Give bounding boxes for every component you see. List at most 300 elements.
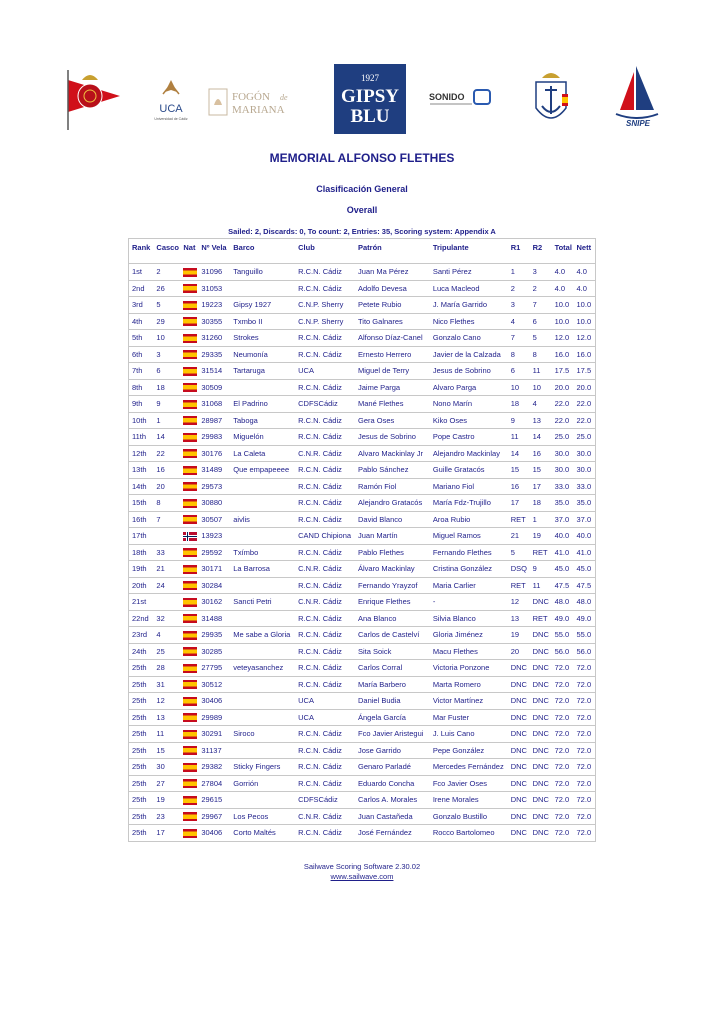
spain-flag-icon xyxy=(183,301,197,310)
table-row xyxy=(129,462,596,479)
cell-club: R.C.N. Cádiz xyxy=(295,660,355,677)
cell-nat xyxy=(180,627,198,644)
cell-tripulante: Gloria Jiménez xyxy=(430,627,508,644)
spain-flag-icon xyxy=(183,614,197,623)
cell-nat xyxy=(180,726,198,743)
cell-nett: 4.0 xyxy=(574,264,596,281)
cell-patron: Gera Oses xyxy=(355,412,430,429)
table-row xyxy=(129,726,596,743)
sonido-logo-text: SONIDO xyxy=(429,92,465,102)
cell-total: 30.0 xyxy=(552,445,574,462)
cell-total: 35.0 xyxy=(552,495,574,512)
cell-club: R.C.N. Cádiz xyxy=(295,726,355,743)
cell-barco xyxy=(230,643,295,660)
cell-tripulante: Mercedes Fernández xyxy=(430,759,508,776)
cell-total: 10.0 xyxy=(552,313,574,330)
cell-patron: Fernando Yrayzof xyxy=(355,577,430,594)
cell-nett: 72.0 xyxy=(574,693,596,710)
spain-flag-icon xyxy=(183,548,197,557)
cell-nat xyxy=(180,280,198,297)
cell-nat xyxy=(180,396,198,413)
cell-nat xyxy=(180,643,198,660)
cell-r1: 12 xyxy=(508,594,530,611)
spain-flag-icon xyxy=(183,499,197,508)
col-header-r2: R2 xyxy=(532,242,543,252)
cell-r1: DNC xyxy=(508,709,530,726)
table-row xyxy=(129,561,596,578)
cell-nett: 55.0 xyxy=(574,627,596,644)
cell-nett: 22.0 xyxy=(574,412,596,429)
cell-nett: 16.0 xyxy=(574,346,596,363)
cell-nat xyxy=(180,511,198,528)
cell-rank: 7th xyxy=(129,363,154,380)
cell-vela: 30176 xyxy=(198,445,230,462)
cell-r1: 1 xyxy=(508,264,530,281)
snipe-logo-text: SNIPE xyxy=(625,119,651,128)
cell-rank: 25th xyxy=(129,808,154,825)
cell-tripulante: María Fdz-Trujillo xyxy=(430,495,508,512)
cell-tripulante: Fco Javier Oses xyxy=(430,775,508,792)
cell-barco: Taboga xyxy=(230,412,295,429)
cell-tripulante: Macu Flethes xyxy=(430,643,508,660)
cell-casco: 32 xyxy=(153,610,180,627)
cell-club: CAND Chipiona xyxy=(295,528,355,545)
cell-casco: 1 xyxy=(153,412,180,429)
cell-r2: 11 xyxy=(530,577,552,594)
cell-casco: 20 xyxy=(153,478,180,495)
cell-total: 17.5 xyxy=(552,363,574,380)
cell-rank: 4th xyxy=(129,313,154,330)
cell-rank: 13th xyxy=(129,462,154,479)
cell-tripulante: Victor Martínez xyxy=(430,693,508,710)
cell-patron: Jaime Parga xyxy=(355,379,430,396)
cell-nett: 30.0 xyxy=(574,445,596,462)
cell-casco: 11 xyxy=(153,726,180,743)
cell-club: R.C.N. Cádiz xyxy=(295,610,355,627)
cell-total: 41.0 xyxy=(552,544,574,561)
table-row xyxy=(129,412,596,429)
cell-patron: Sita Soick xyxy=(355,643,430,660)
table-row xyxy=(129,379,596,396)
cell-nett: 72.0 xyxy=(574,759,596,776)
cell-r1: DNC xyxy=(508,792,530,809)
cell-casco: 33 xyxy=(153,544,180,561)
cell-nat xyxy=(180,594,198,611)
cell-r2: DNC xyxy=(530,627,552,644)
cell-nett: 48.0 xyxy=(574,594,596,611)
cell-club: R.C.N. Cádiz xyxy=(295,676,355,693)
cell-nat xyxy=(180,346,198,363)
col-header-club: Club xyxy=(298,242,315,252)
table-row xyxy=(129,577,596,594)
cell-nett: 45.0 xyxy=(574,561,596,578)
cell-r2: 5 xyxy=(530,330,552,347)
sailwave-link[interactable]: www.sailwave.com xyxy=(330,872,394,881)
cell-patron: Daniel Budia xyxy=(355,693,430,710)
cell-vela: 29935 xyxy=(198,627,230,644)
cell-tripulante: Gonzalo Cano xyxy=(430,330,508,347)
cell-casco: 25 xyxy=(153,643,180,660)
cell-vela: 29335 xyxy=(198,346,230,363)
cell-nett: 12.0 xyxy=(574,330,596,347)
fogon-logo-line2: de xyxy=(280,93,288,102)
cell-patron: Carlos Corral xyxy=(355,660,430,677)
table-row xyxy=(129,495,596,512)
cell-nett: 40.0 xyxy=(574,528,596,545)
cell-casco: 9 xyxy=(153,396,180,413)
race-summary: Sailed: 2, Discards: 0, To count: 2, Entries: 35, Scoring system: Appendix A xyxy=(228,227,496,236)
table-row xyxy=(129,297,596,314)
cell-barco: Tanguillo xyxy=(230,264,295,281)
cell-nat xyxy=(180,759,198,776)
cell-nett: 72.0 xyxy=(574,742,596,759)
cell-vela: 30507 xyxy=(198,511,230,528)
cell-r2: DNC xyxy=(530,726,552,743)
cell-tripulante: Alejandro Mackinlay xyxy=(430,445,508,462)
cell-total: 72.0 xyxy=(552,676,574,693)
cell-rank: 25th xyxy=(129,775,154,792)
cell-vela: 31096 xyxy=(198,264,230,281)
cell-r1: 13 xyxy=(508,610,530,627)
cell-vela: 31514 xyxy=(198,363,230,380)
uca-logo-text: UCA xyxy=(159,103,183,115)
cell-vela: 31053 xyxy=(198,280,230,297)
cell-nett: 4.0 xyxy=(574,280,596,297)
cell-rank: 11th xyxy=(129,429,154,446)
cell-r2: 2 xyxy=(530,280,552,297)
cell-nat xyxy=(180,412,198,429)
cell-total: 72.0 xyxy=(552,693,574,710)
cell-casco: 30 xyxy=(153,759,180,776)
cell-nett: 72.0 xyxy=(574,775,596,792)
cell-barco xyxy=(230,610,295,627)
cell-vela: 31489 xyxy=(198,462,230,479)
table-row xyxy=(129,478,596,495)
cell-casco: 14 xyxy=(153,429,180,446)
cell-club: R.C.N. Cádiz xyxy=(295,544,355,561)
cell-r1: DNC xyxy=(508,775,530,792)
cell-club: CDFSCádiz xyxy=(295,792,355,809)
cell-club: C.N.P. Sherry xyxy=(295,313,355,330)
cell-patron: Juan Ma Pérez xyxy=(355,264,430,281)
table-row xyxy=(129,528,596,545)
cell-casco: 2 xyxy=(153,264,180,281)
cell-r2: 10 xyxy=(530,379,552,396)
cell-rank: 10th xyxy=(129,412,154,429)
cell-club: UCA xyxy=(295,709,355,726)
cell-r1: DNC xyxy=(508,660,530,677)
table-header-row xyxy=(129,239,596,256)
cell-barco: Los Pecos xyxy=(230,808,295,825)
cell-club: R.C.N. Cádiz xyxy=(295,462,355,479)
cell-rank: 19th xyxy=(129,561,154,578)
table-row xyxy=(129,346,596,363)
cell-total: 72.0 xyxy=(552,808,574,825)
cell-patron: Alvaro Mackinlay Jr xyxy=(355,445,430,462)
footer xyxy=(0,862,724,882)
cell-total: 40.0 xyxy=(552,528,574,545)
cell-patron: Mané Flethes xyxy=(355,396,430,413)
spain-flag-icon xyxy=(183,449,197,458)
cell-nett: 49.0 xyxy=(574,610,596,627)
cell-patron: Alfonso Díaz-Canel xyxy=(355,330,430,347)
cell-club: CDFSCádiz xyxy=(295,396,355,413)
cell-total: 72.0 xyxy=(552,775,574,792)
cell-tripulante: J. Luis Cano xyxy=(430,726,508,743)
cell-barco: Que empapeeee xyxy=(230,462,295,479)
cell-casco: 3 xyxy=(153,346,180,363)
cell-r1: 17 xyxy=(508,495,530,512)
cell-nett: 47.5 xyxy=(574,577,596,594)
cell-total: 72.0 xyxy=(552,792,574,809)
cell-r2: DNC xyxy=(530,660,552,677)
cell-r1: 5 xyxy=(508,544,530,561)
cell-patron: Jesus de Sobrino xyxy=(355,429,430,446)
cell-patron: Ángela García xyxy=(355,709,430,726)
section-title: Overall xyxy=(346,205,378,215)
cell-barco xyxy=(230,792,295,809)
cell-nett: 20.0 xyxy=(574,379,596,396)
cell-nett: 72.0 xyxy=(574,808,596,825)
fogon-de-mariana-logo xyxy=(208,85,300,119)
cell-r1: DNC xyxy=(508,759,530,776)
cell-r2: 14 xyxy=(530,429,552,446)
cell-nat xyxy=(180,495,198,512)
cell-vela: 13923 xyxy=(198,528,230,545)
cell-nat xyxy=(180,445,198,462)
cell-tripulante: J. María Garrido xyxy=(430,297,508,314)
cell-total: 30.0 xyxy=(552,462,574,479)
cell-nat xyxy=(180,462,198,479)
cell-casco: 10 xyxy=(153,330,180,347)
table-row xyxy=(129,676,596,693)
cell-tripulante: Irene Morales xyxy=(430,792,508,809)
cell-rank: 17th xyxy=(129,528,154,545)
cell-patron: Eduardo Concha xyxy=(355,775,430,792)
cell-vela: 29592 xyxy=(198,544,230,561)
cell-r1: DNC xyxy=(508,825,530,842)
cell-club: R.C.N. Cádiz xyxy=(295,379,355,396)
cell-barco: Me sabe a Gloria xyxy=(230,627,295,644)
cell-club: R.C.N. Cádiz xyxy=(295,627,355,644)
cell-patron: Alejandro Gratacós xyxy=(355,495,430,512)
spain-flag-icon xyxy=(183,713,197,722)
cell-barco: Strokes xyxy=(230,330,295,347)
cell-vela: 30171 xyxy=(198,561,230,578)
cell-rank: 6th xyxy=(129,346,154,363)
cell-patron: Miguel de Terry xyxy=(355,363,430,380)
cell-rank: 2nd xyxy=(129,280,154,297)
table-row xyxy=(129,643,596,660)
cell-casco: 15 xyxy=(153,742,180,759)
cell-nett: 72.0 xyxy=(574,660,596,677)
cell-nat xyxy=(180,379,198,396)
cell-club: C.N.R. Cádiz xyxy=(295,808,355,825)
spain-flag-icon xyxy=(183,482,197,491)
table-row xyxy=(129,396,596,413)
cell-rank: 22nd xyxy=(129,610,154,627)
table-row xyxy=(129,445,596,462)
cell-total: 4.0 xyxy=(552,264,574,281)
cell-club: R.C.N. Cádiz xyxy=(295,643,355,660)
cell-rank: 1st xyxy=(129,264,154,281)
cell-total: 12.0 xyxy=(552,330,574,347)
cell-r1: 7 xyxy=(508,330,530,347)
cell-vela: 31137 xyxy=(198,742,230,759)
cell-total: 22.0 xyxy=(552,396,574,413)
table-row xyxy=(129,759,596,776)
cell-rank: 24th xyxy=(129,643,154,660)
cell-vela: 30284 xyxy=(198,577,230,594)
cell-nat xyxy=(180,693,198,710)
col-header-rank: Rank xyxy=(132,242,151,252)
sponsor-logos xyxy=(0,60,724,140)
cell-barco: Sticky Fingers xyxy=(230,759,295,776)
cell-club: R.C.N. Cádiz xyxy=(295,264,355,281)
page-title: MEMORIAL ALFONSO FLETHES xyxy=(269,151,455,165)
cell-patron: Ana Blanco xyxy=(355,610,430,627)
norway-flag-icon xyxy=(183,532,197,541)
cell-casco: 5 xyxy=(153,297,180,314)
cell-total: 49.0 xyxy=(552,610,574,627)
cell-r1: 19 xyxy=(508,627,530,644)
cell-barco: Siroco xyxy=(230,726,295,743)
cell-r1: DNC xyxy=(508,742,530,759)
cell-barco xyxy=(230,676,295,693)
gipsy-logo-year: 1927 xyxy=(361,73,379,83)
gipsy-blu-logo xyxy=(334,64,406,134)
rcnc-burgee-logo xyxy=(66,66,122,132)
cell-vela: 27795 xyxy=(198,660,230,677)
cell-casco: 7 xyxy=(153,511,180,528)
spain-flag-icon xyxy=(183,383,197,392)
cell-casco: 8 xyxy=(153,495,180,512)
cell-r1: 2 xyxy=(508,280,530,297)
spain-flag-icon xyxy=(183,779,197,788)
col-header-r1: R1 xyxy=(510,242,521,252)
table-row xyxy=(129,742,596,759)
cell-casco: 17 xyxy=(153,825,180,842)
spain-flag-icon xyxy=(183,647,197,656)
cell-r1: DNC xyxy=(508,808,530,825)
spain-flag-icon xyxy=(183,268,197,277)
cell-barco xyxy=(230,379,295,396)
cell-patron: David Blanco xyxy=(355,511,430,528)
spain-flag-icon xyxy=(183,416,197,425)
cell-r1: 4 xyxy=(508,313,530,330)
page-subtitle: Clasificación General xyxy=(316,184,408,194)
cell-total: 72.0 xyxy=(552,660,574,677)
cell-vela: 27804 xyxy=(198,775,230,792)
table-row xyxy=(129,627,596,644)
cell-rank: 12th xyxy=(129,445,154,462)
cell-vela: 30355 xyxy=(198,313,230,330)
cell-r1: DNC xyxy=(508,676,530,693)
fogon-logo-line3: MARIANA xyxy=(232,104,285,116)
table-row xyxy=(129,429,596,446)
cell-nat xyxy=(180,775,198,792)
cell-club: R.C.N. Cádiz xyxy=(295,577,355,594)
spain-flag-icon xyxy=(183,746,197,755)
snipe-class-logo xyxy=(612,64,662,128)
cell-r2: DNC xyxy=(530,676,552,693)
cell-r2: 13 xyxy=(530,412,552,429)
cell-vela: 30512 xyxy=(198,676,230,693)
cell-rank: 25th xyxy=(129,726,154,743)
cell-casco: 16 xyxy=(153,462,180,479)
cell-nett: 35.0 xyxy=(574,495,596,512)
cell-patron: Ernesto Herrero xyxy=(355,346,430,363)
col-header-total: Total xyxy=(554,242,572,252)
cell-casco xyxy=(153,528,180,545)
table-row xyxy=(129,313,596,330)
cell-tripulante: Luca Macleod xyxy=(430,280,508,297)
cell-club: UCA xyxy=(295,693,355,710)
cell-casco: 18 xyxy=(153,379,180,396)
cell-patron: Pablo Flethes xyxy=(355,544,430,561)
cell-vela: 30509 xyxy=(198,379,230,396)
cell-nett: 72.0 xyxy=(574,792,596,809)
cell-rank: 3rd xyxy=(129,297,154,314)
cell-nat xyxy=(180,478,198,495)
cell-tripulante: Mar Fuster xyxy=(430,709,508,726)
cell-r1: 6 xyxy=(508,363,530,380)
cell-barco xyxy=(230,742,295,759)
gipsy-logo-line2: BLU xyxy=(350,106,390,127)
cell-tripulante: Guille Gratacós xyxy=(430,462,508,479)
table-row xyxy=(129,330,596,347)
cell-club: C.N.P. Sherry xyxy=(295,297,355,314)
cell-vela: 30880 xyxy=(198,495,230,512)
cell-barco: Tartaruga xyxy=(230,363,295,380)
cell-club: R.C.N. Cádiz xyxy=(295,775,355,792)
cell-vela: 19223 xyxy=(198,297,230,314)
cell-r2: 15 xyxy=(530,462,552,479)
spain-flag-icon xyxy=(183,598,197,607)
cell-rank: 14th xyxy=(129,478,154,495)
cell-total: 16.0 xyxy=(552,346,574,363)
cell-club: R.C.N. Cádiz xyxy=(295,495,355,512)
cell-patron: Adolfo Devesa xyxy=(355,280,430,297)
cell-r2: 19 xyxy=(530,528,552,545)
cell-club: C.N.R. Cádiz xyxy=(295,445,355,462)
cell-tripulante: Nico Flethes xyxy=(430,313,508,330)
col-header-patron: Patrón xyxy=(358,242,382,252)
cell-r2: DNC xyxy=(530,643,552,660)
cell-nat xyxy=(180,742,198,759)
col-header-casco: Casco xyxy=(156,242,179,252)
spain-flag-icon xyxy=(183,367,197,376)
cell-patron: Carlos de Castelví xyxy=(355,627,430,644)
cell-nett: 41.0 xyxy=(574,544,596,561)
spain-flag-icon xyxy=(183,334,197,343)
cell-tripulante: Pepe González xyxy=(430,742,508,759)
spain-flag-icon xyxy=(183,697,197,706)
cell-rank: 25th xyxy=(129,693,154,710)
cell-patron: Enrique Flethes xyxy=(355,594,430,611)
table-row xyxy=(129,825,596,842)
cell-tripulante: Aroa Rubio xyxy=(430,511,508,528)
cell-tripulante: Santi Pérez xyxy=(430,264,508,281)
spain-flag-icon xyxy=(183,433,197,442)
col-header-tripulante: Tripulante xyxy=(432,242,469,252)
cell-nat xyxy=(180,577,198,594)
spain-flag-icon xyxy=(183,763,197,772)
cell-casco: 19 xyxy=(153,792,180,809)
spain-flag-icon xyxy=(183,515,197,524)
spain-flag-icon xyxy=(183,317,197,326)
cell-total: 4.0 xyxy=(552,280,574,297)
